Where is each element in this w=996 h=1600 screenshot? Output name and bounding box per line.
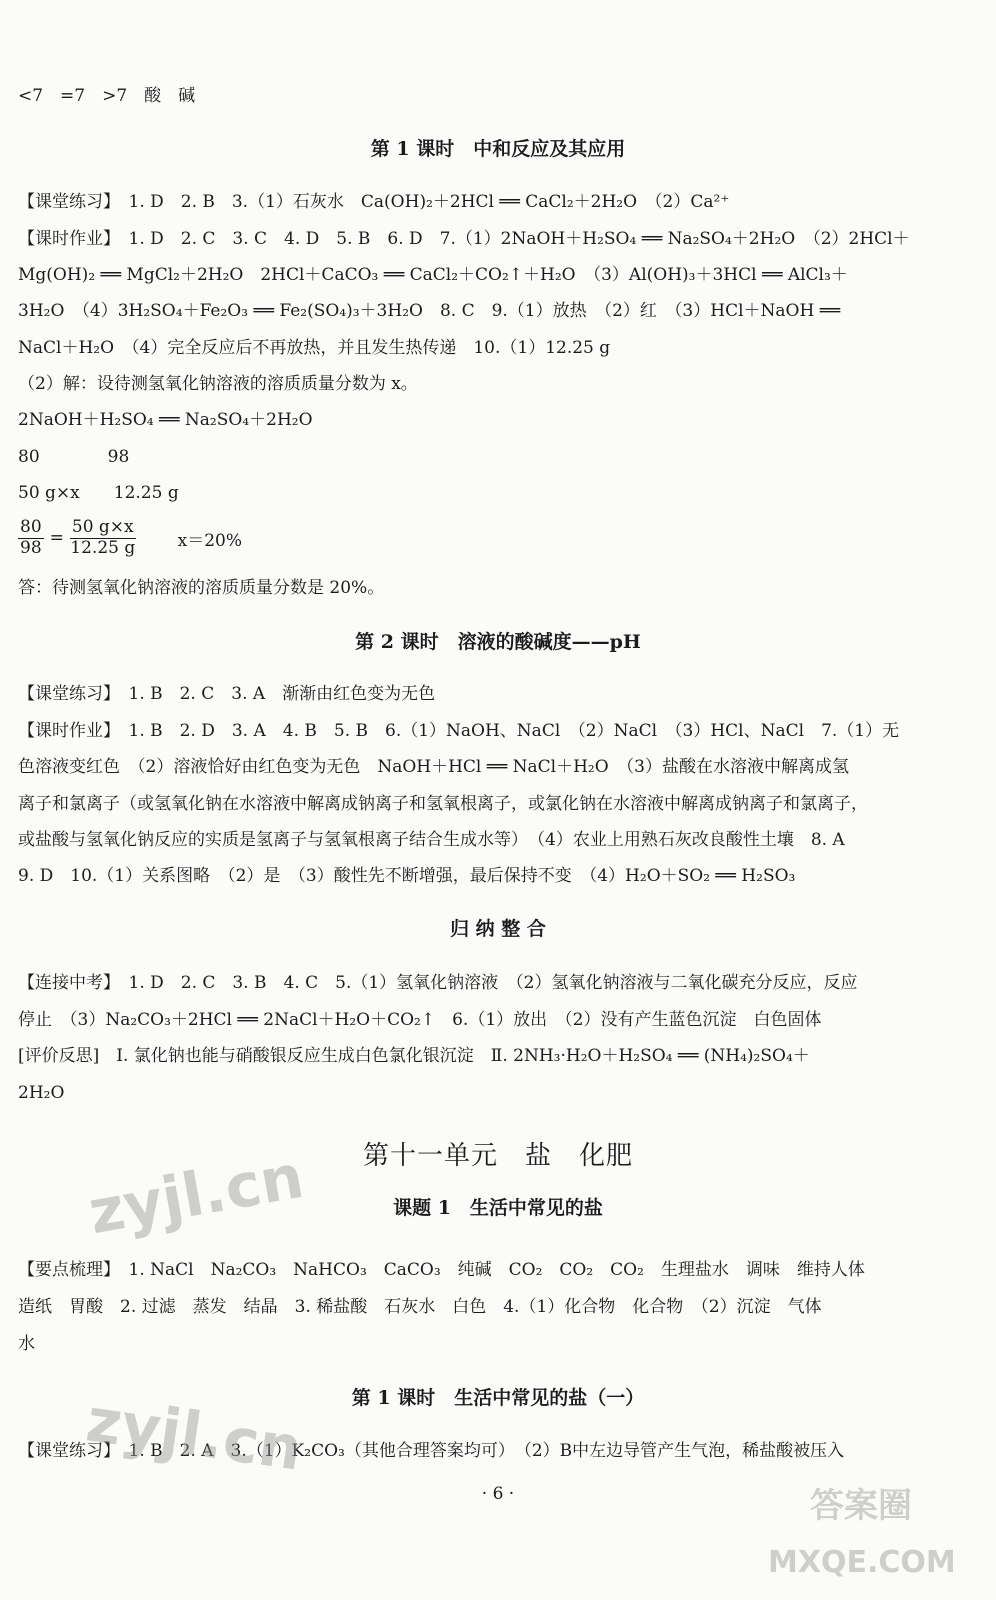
- line-20: 2H₂O: [18, 1083, 65, 1103]
- fraction-result: x＝20%: [177, 530, 243, 551]
- page-number: · 6 ·: [481, 1484, 515, 1504]
- line-10: 答：待测氢氧化钠溶液的溶质质量分数是 20%。: [18, 578, 385, 598]
- fraction-left-num: 80: [20, 517, 42, 537]
- fraction-right-num: 50 g×x: [71, 517, 134, 537]
- fraction-right-den: 12.25 g: [70, 537, 136, 558]
- heading-lesson-2: 第 2 课时 溶液的酸碱度——pH: [355, 631, 641, 653]
- line-15: 或盐酸与氢氧化钠反应的实质是氢离子与氢氧根离子结合生成水等） （4）农业上用熟石灰改良酸性土壤 8. A: [18, 830, 845, 850]
- line-22: 造纸 胃酸 2. 过滤 蒸发 结晶 3. 稀盐酸 石灰水 白色 4.（1）化合物 化合物 （2）沉淀 气体: [18, 1297, 822, 1317]
- line-12: 【课时作业】 1. B 2. D 3. A 4. B 5. B 6.（1）NaOH、NaCl （2）NaCl （3）HCl、NaCl 7.（1）无: [18, 721, 900, 741]
- line-5: NaCl＋H₂O （4）完全反应后不再放热，并且发生热传递 10.（1）12.25 g: [18, 338, 611, 358]
- line-24: 【课堂练习】 1. B 2. A 3.（1）K₂CO₃（其他合理答案均可） （2）B中左边导管产生气泡，稀盐酸被压入: [18, 1441, 845, 1461]
- line-17: 【连接中考】 1. D 2. C 3. B 4. C 5.（1）氢氧化钠溶液 （2）氢氧化钠溶液与二氧化碳充分反应，反应: [18, 973, 858, 993]
- line-8: 80 98: [18, 447, 130, 467]
- line-19: [评价反思] Ⅰ. 氯化钠也能与硝酸银反应生成白色氯化银沉淀 Ⅱ. 2NH₃·H₂O＋H₂SO₄ ══ (NH₄)₂SO₄＋: [18, 1046, 810, 1066]
- line-18: 停止 （3）Na₂CO₃＋2HCl ══ 2NaCl＋H₂O＋CO₂↑ 6.（1）放出 （2）没有产生蓝色沉淀 白色固体: [18, 1010, 822, 1030]
- line-0: <7 =7 >7 酸 碱: [18, 86, 196, 106]
- line-9: 50 g×x 12.25 g: [18, 483, 179, 503]
- line-6: （2）解：设待测氢氧化钠溶液的溶质质量分数为 x。: [18, 374, 418, 394]
- heading-summary: 归 纳 整 合: [450, 918, 546, 940]
- line-1: 【课堂练习】 1. D 2. B 3.（1）石灰水 Ca(OH)₂＋2HCl ══ CaCl₂＋2H₂O （2）Ca²⁺: [18, 192, 730, 212]
- watermark-1: zyjl.cn: [83, 1141, 309, 1249]
- line-11: 【课堂练习】 1. B 2. C 3. A 渐渐由红色变为无色: [18, 684, 436, 704]
- heading-unit-11: 第十一单元 盐 化肥: [362, 1141, 633, 1171]
- line-4: 3H₂O （4）3H₂SO₄＋Fe₂O₃ ══ Fe₂(SO₄)₃＋3H₂O 8. C 9.（1）放热 （2）红 （3）HCl＋NaOH ══: [18, 301, 841, 321]
- watermark-2: zyjl.cn: [82, 1385, 307, 1485]
- fraction-left: [18, 518, 44, 558]
- proportion-equation: [18, 518, 242, 558]
- line-21: 【要点梳理】 1. NaCl Na₂CO₃ NaHCO₃ CaCO₃ 纯碱 CO₂ CO₂ CO₂ 生理盐水 调味 维持人体: [18, 1260, 865, 1280]
- watermark-4: MXQE.COM: [768, 1545, 956, 1580]
- equals-sign: =: [49, 528, 64, 549]
- heading-topic-1: 课题 1 生活中常见的盐: [393, 1197, 603, 1219]
- line-16: 9. D 10.（1）关系图略 （2）是 （3）酸性先不断增强，最后保持不变 （4）H₂O＋SO₂ ══ H₂SO₃: [18, 866, 796, 886]
- line-7: 2NaOH＋H₂SO₄ ══ Na₂SO₄＋2H₂O: [18, 410, 313, 430]
- line-3: Mg(OH)₂ ══ MgCl₂＋2H₂O 2HCl＋CaCO₃ ══ CaCl₂＋CO₂↑＋H₂O （3）Al(OH)₃＋3HCl ══ AlCl₃＋: [18, 265, 848, 285]
- line-2: 【课时作业】 1. D 2. C 3. C 4. D 5. B 6. D 7.（1）2NaOH＋H₂SO₄ ══ Na₂SO₄＋2H₂O （2）2HCl＋: [18, 229, 910, 249]
- fraction-left-den: 98: [20, 537, 42, 558]
- line-23: 水: [18, 1334, 35, 1354]
- line-13: 色溶液变红色 （2）溶液恰好由红色变为无色 NaOH＋HCl ══ NaCl＋H₂O （3）盐酸在水溶液中解离成氢: [18, 757, 849, 777]
- heading-lesson-1: 第 1 课时 中和反应及其应用: [370, 138, 626, 160]
- line-14: 离子和氯离子（或氢氧化钠在水溶液中解离成钠离子和氢氧根离子，或氯化钠在水溶液中解离成钠离子和氯离子，: [18, 794, 868, 814]
- heading-lesson-1-salt: 第 1 课时 生活中常见的盐（一）: [351, 1387, 645, 1409]
- fraction-right: [70, 518, 136, 558]
- watermark-3: 答案圈: [810, 1486, 912, 1526]
